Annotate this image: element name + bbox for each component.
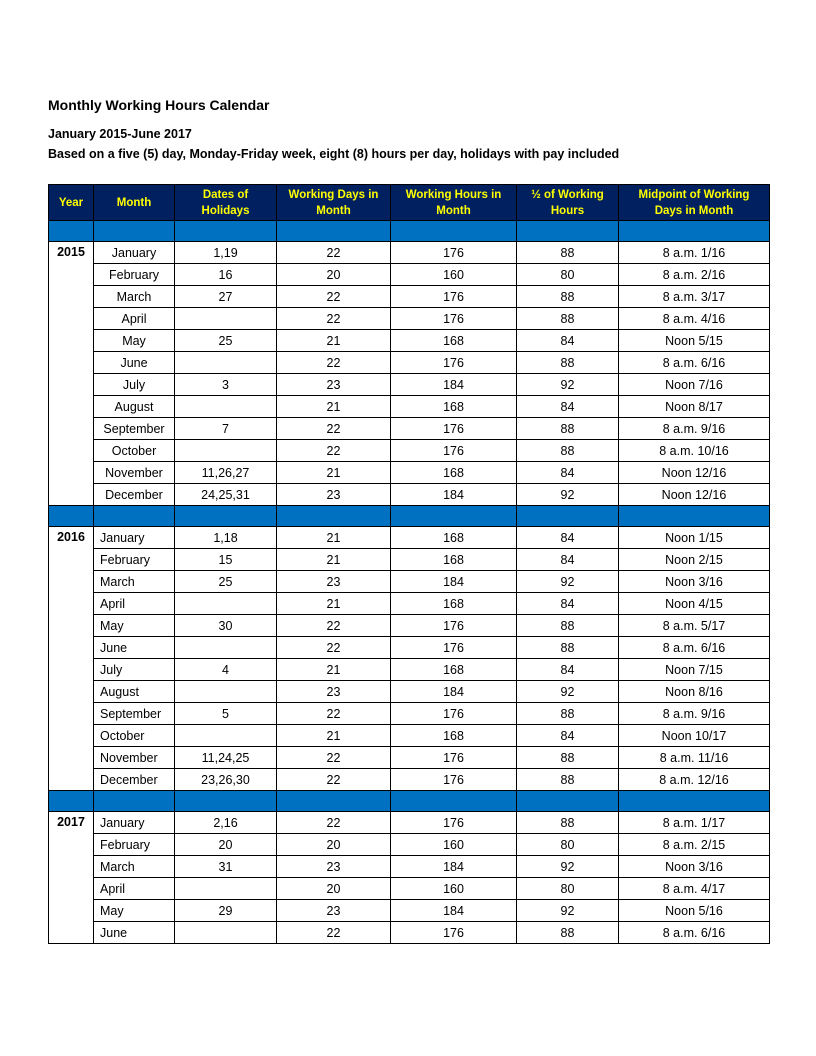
year-cell: 2015	[49, 242, 94, 506]
working-days-cell: 22	[277, 352, 391, 374]
year-separator-row	[49, 791, 770, 812]
separator-cell	[517, 791, 619, 812]
working-hours-cell: 168	[391, 527, 517, 549]
holidays-cell: 25	[175, 571, 277, 593]
month-cell: February	[94, 834, 175, 856]
midpoint-cell: Noon 7/15	[619, 659, 770, 681]
half-hours-cell: 84	[517, 725, 619, 747]
date-range-subtitle: January 2015-June 2017	[48, 127, 192, 141]
year-cell: 2016	[49, 527, 94, 791]
working-hours-cell: 176	[391, 352, 517, 374]
holidays-cell: 7	[175, 418, 277, 440]
midpoint-cell: 8 a.m. 5/17	[619, 615, 770, 637]
half-hours-cell: 88	[517, 418, 619, 440]
month-cell: April	[94, 878, 175, 900]
table-row	[49, 396, 770, 418]
holidays-cell: 11,24,25	[175, 747, 277, 769]
working-hours-cell: 176	[391, 922, 517, 944]
holidays-cell	[175, 878, 277, 900]
month-cell: October	[94, 440, 175, 462]
half-hours-cell: 84	[517, 593, 619, 615]
table-row	[49, 725, 770, 747]
month-cell: October	[94, 725, 175, 747]
table-row	[49, 834, 770, 856]
working-days-cell: 22	[277, 308, 391, 330]
table-row	[49, 659, 770, 681]
month-cell: November	[94, 747, 175, 769]
table-row	[49, 571, 770, 593]
month-cell: September	[94, 418, 175, 440]
table-row	[49, 922, 770, 944]
separator-cell	[175, 506, 277, 527]
midpoint-cell: 8 a.m. 4/17	[619, 878, 770, 900]
working-hours-cell: 176	[391, 703, 517, 725]
table-row	[49, 440, 770, 462]
midpoint-cell: Noon 8/16	[619, 681, 770, 703]
month-cell: June	[94, 637, 175, 659]
holidays-cell	[175, 637, 277, 659]
working-days-cell: 21	[277, 330, 391, 352]
working-hours-cell: 184	[391, 856, 517, 878]
month-cell: May	[94, 615, 175, 637]
month-cell: June	[94, 922, 175, 944]
half-hours-cell: 84	[517, 396, 619, 418]
separator-cell	[277, 791, 391, 812]
working-days-cell: 23	[277, 484, 391, 506]
page-title: Monthly Working Hours Calendar	[48, 97, 270, 113]
table-row	[49, 242, 770, 264]
separator-cell	[517, 506, 619, 527]
table-row	[49, 703, 770, 725]
midpoint-cell: 8 a.m. 1/16	[619, 242, 770, 264]
working-days-cell: 21	[277, 593, 391, 615]
working-hours-cell: 176	[391, 308, 517, 330]
holidays-cell: 23,26,30	[175, 769, 277, 791]
working-hours-cell: 184	[391, 900, 517, 922]
half-hours-cell: 88	[517, 703, 619, 725]
working-hours-cell: 184	[391, 681, 517, 703]
month-cell: September	[94, 703, 175, 725]
working-hours-cell: 168	[391, 725, 517, 747]
table-row	[49, 374, 770, 396]
holidays-cell: 1,19	[175, 242, 277, 264]
working-hours-table	[48, 184, 770, 944]
midpoint-cell: Noon 4/15	[619, 593, 770, 615]
holidays-cell: 1,18	[175, 527, 277, 549]
working-hours-cell: 176	[391, 418, 517, 440]
working-hours-cell: 176	[391, 286, 517, 308]
working-days-cell: 23	[277, 900, 391, 922]
holidays-cell: 3	[175, 374, 277, 396]
working-days-cell: 21	[277, 549, 391, 571]
table-row	[49, 484, 770, 506]
separator-cell	[277, 221, 391, 242]
midpoint-cell: Noon 2/15	[619, 549, 770, 571]
working-hours-cell: 176	[391, 637, 517, 659]
holidays-cell	[175, 440, 277, 462]
holidays-cell: 30	[175, 615, 277, 637]
midpoint-cell: 8 a.m. 2/16	[619, 264, 770, 286]
working-days-cell: 22	[277, 615, 391, 637]
table-row	[49, 856, 770, 878]
half-hours-cell: 88	[517, 812, 619, 834]
table-row	[49, 549, 770, 571]
working-days-cell: 22	[277, 440, 391, 462]
half-hours-cell: 92	[517, 856, 619, 878]
month-cell: December	[94, 484, 175, 506]
midpoint-cell: 8 a.m. 9/16	[619, 703, 770, 725]
working-days-cell: 22	[277, 812, 391, 834]
holidays-cell	[175, 308, 277, 330]
holidays-cell: 2,16	[175, 812, 277, 834]
month-cell: February	[94, 264, 175, 286]
midpoint-cell: Noon 8/17	[619, 396, 770, 418]
month-cell: March	[94, 856, 175, 878]
table-row	[49, 637, 770, 659]
midpoint-cell: 8 a.m. 6/16	[619, 637, 770, 659]
midpoint-cell: 8 a.m. 3/17	[619, 286, 770, 308]
working-days-cell: 22	[277, 242, 391, 264]
holidays-cell	[175, 352, 277, 374]
month-cell: July	[94, 374, 175, 396]
half-hours-cell: 80	[517, 878, 619, 900]
working-hours-cell: 160	[391, 878, 517, 900]
working-days-cell: 21	[277, 725, 391, 747]
working-days-cell: 22	[277, 703, 391, 725]
table-row	[49, 747, 770, 769]
working-hours-cell: 168	[391, 593, 517, 615]
holidays-cell	[175, 725, 277, 747]
separator-cell	[49, 221, 94, 242]
midpoint-cell: 8 a.m. 11/16	[619, 747, 770, 769]
table-row	[49, 462, 770, 484]
half-hours-cell: 84	[517, 549, 619, 571]
midpoint-cell: 8 a.m. 10/16	[619, 440, 770, 462]
working-hours-cell: 168	[391, 462, 517, 484]
working-hours-cell: 176	[391, 615, 517, 637]
month-cell: March	[94, 571, 175, 593]
half-hours-cell: 88	[517, 286, 619, 308]
holidays-cell: 4	[175, 659, 277, 681]
separator-cell	[619, 221, 770, 242]
separator-cell	[175, 791, 277, 812]
holidays-cell: 25	[175, 330, 277, 352]
midpoint-cell: Noon 1/15	[619, 527, 770, 549]
working-hours-cell: 168	[391, 330, 517, 352]
working-days-cell: 23	[277, 681, 391, 703]
working-hours-cell: 168	[391, 659, 517, 681]
working-hours-cell: 176	[391, 747, 517, 769]
separator-cell	[277, 506, 391, 527]
half-hours-cell: 88	[517, 747, 619, 769]
holidays-cell	[175, 681, 277, 703]
half-hours-cell: 88	[517, 352, 619, 374]
separator-cell	[49, 506, 94, 527]
half-hours-cell: 84	[517, 462, 619, 484]
holidays-cell: 15	[175, 549, 277, 571]
half-hours-cell: 92	[517, 374, 619, 396]
working-days-cell: 20	[277, 264, 391, 286]
midpoint-cell: 8 a.m. 1/17	[619, 812, 770, 834]
midpoint-cell: Noon 5/16	[619, 900, 770, 922]
separator-cell	[619, 506, 770, 527]
working-days-cell: 22	[277, 418, 391, 440]
separator-cell	[94, 791, 175, 812]
half-hours-cell: 84	[517, 330, 619, 352]
header-month: Month	[94, 185, 175, 221]
table-row	[49, 878, 770, 900]
working-days-cell: 23	[277, 856, 391, 878]
working-days-cell: 20	[277, 878, 391, 900]
month-cell: May	[94, 330, 175, 352]
separator-cell	[391, 221, 517, 242]
midpoint-cell: 8 a.m. 2/15	[619, 834, 770, 856]
working-hours-cell: 168	[391, 396, 517, 418]
month-cell: June	[94, 352, 175, 374]
working-days-cell: 21	[277, 527, 391, 549]
month-cell: December	[94, 769, 175, 791]
month-cell: July	[94, 659, 175, 681]
table-row	[49, 308, 770, 330]
month-cell: November	[94, 462, 175, 484]
month-cell: March	[94, 286, 175, 308]
working-hours-cell: 184	[391, 571, 517, 593]
working-hours-cell: 184	[391, 484, 517, 506]
working-days-cell: 21	[277, 396, 391, 418]
half-hours-cell: 84	[517, 527, 619, 549]
working-days-cell: 23	[277, 571, 391, 593]
holidays-cell	[175, 922, 277, 944]
month-cell: April	[94, 593, 175, 615]
table-row	[49, 615, 770, 637]
half-hours-cell: 88	[517, 615, 619, 637]
half-hours-cell: 92	[517, 900, 619, 922]
month-cell: January	[94, 527, 175, 549]
separator-cell	[94, 506, 175, 527]
table-row	[49, 769, 770, 791]
working-days-cell: 22	[277, 747, 391, 769]
half-hours-cell: 92	[517, 571, 619, 593]
holidays-cell: 24,25,31	[175, 484, 277, 506]
working-hours-cell: 176	[391, 769, 517, 791]
year-separator-row	[49, 221, 770, 242]
table-row	[49, 286, 770, 308]
month-cell: January	[94, 812, 175, 834]
separator-cell	[391, 791, 517, 812]
half-hours-cell: 88	[517, 308, 619, 330]
month-cell: August	[94, 396, 175, 418]
separator-cell	[391, 506, 517, 527]
separator-cell	[175, 221, 277, 242]
month-cell: April	[94, 308, 175, 330]
half-hours-cell: 92	[517, 484, 619, 506]
month-cell: February	[94, 549, 175, 571]
midpoint-cell: Noon 7/16	[619, 374, 770, 396]
header-working-hours: Working Hours in Month	[391, 185, 517, 221]
working-hours-cell: 160	[391, 834, 517, 856]
table-row	[49, 527, 770, 549]
working-days-cell: 23	[277, 374, 391, 396]
separator-cell	[49, 791, 94, 812]
month-cell: May	[94, 900, 175, 922]
holidays-cell: 20	[175, 834, 277, 856]
header-midpoint: Midpoint of Working Days in Month	[619, 185, 770, 221]
month-cell: August	[94, 681, 175, 703]
year-cell: 2017	[49, 812, 94, 944]
midpoint-cell: 8 a.m. 9/16	[619, 418, 770, 440]
half-hours-cell: 92	[517, 681, 619, 703]
half-hours-cell: 88	[517, 242, 619, 264]
midpoint-cell: Noon 3/16	[619, 571, 770, 593]
midpoint-cell: 8 a.m. 12/16	[619, 769, 770, 791]
half-hours-cell: 80	[517, 834, 619, 856]
working-days-cell: 22	[277, 922, 391, 944]
table-body	[49, 221, 770, 944]
header-half-hours: ½ of Working Hours	[517, 185, 619, 221]
table-row	[49, 264, 770, 286]
working-hours-cell: 160	[391, 264, 517, 286]
header-working-days: Working Days in Month	[277, 185, 391, 221]
working-hours-cell: 176	[391, 812, 517, 834]
holidays-cell	[175, 396, 277, 418]
table-row	[49, 681, 770, 703]
table-row	[49, 418, 770, 440]
working-hours-cell: 168	[391, 549, 517, 571]
midpoint-cell: 8 a.m. 6/16	[619, 352, 770, 374]
half-hours-cell: 88	[517, 769, 619, 791]
working-days-cell: 21	[277, 659, 391, 681]
midpoint-cell: Noon 3/16	[619, 856, 770, 878]
half-hours-cell: 84	[517, 659, 619, 681]
working-days-cell: 21	[277, 462, 391, 484]
table-row	[49, 330, 770, 352]
table-header	[49, 185, 770, 221]
working-days-cell: 22	[277, 769, 391, 791]
holidays-cell: 11,26,27	[175, 462, 277, 484]
working-hours-cell: 184	[391, 374, 517, 396]
separator-cell	[517, 221, 619, 242]
holidays-cell	[175, 593, 277, 615]
working-hours-cell: 176	[391, 440, 517, 462]
half-hours-cell: 80	[517, 264, 619, 286]
holidays-cell: 31	[175, 856, 277, 878]
basis-subtitle: Based on a five (5) day, Monday-Friday week, eight (8) hours per day, holidays with pay included	[48, 147, 620, 161]
header-year: Year	[49, 185, 94, 221]
midpoint-cell: 8 a.m. 6/16	[619, 922, 770, 944]
working-hours-cell: 176	[391, 242, 517, 264]
midpoint-cell: Noon 10/17	[619, 725, 770, 747]
holidays-cell: 5	[175, 703, 277, 725]
year-separator-row	[49, 506, 770, 527]
half-hours-cell: 88	[517, 922, 619, 944]
header-holidays: Dates of Holidays	[175, 185, 277, 221]
midpoint-cell: Noon 12/16	[619, 484, 770, 506]
separator-cell	[619, 791, 770, 812]
working-days-cell: 20	[277, 834, 391, 856]
midpoint-cell: Noon 12/16	[619, 462, 770, 484]
half-hours-cell: 88	[517, 440, 619, 462]
holidays-cell: 29	[175, 900, 277, 922]
working-days-cell: 22	[277, 286, 391, 308]
table-row	[49, 593, 770, 615]
working-days-cell: 22	[277, 637, 391, 659]
table-row	[49, 812, 770, 834]
table-row	[49, 900, 770, 922]
holidays-cell: 27	[175, 286, 277, 308]
table-row	[49, 352, 770, 374]
separator-cell	[94, 221, 175, 242]
half-hours-cell: 88	[517, 637, 619, 659]
holidays-cell: 16	[175, 264, 277, 286]
midpoint-cell: Noon 5/15	[619, 330, 770, 352]
midpoint-cell: 8 a.m. 4/16	[619, 308, 770, 330]
month-cell: January	[94, 242, 175, 264]
